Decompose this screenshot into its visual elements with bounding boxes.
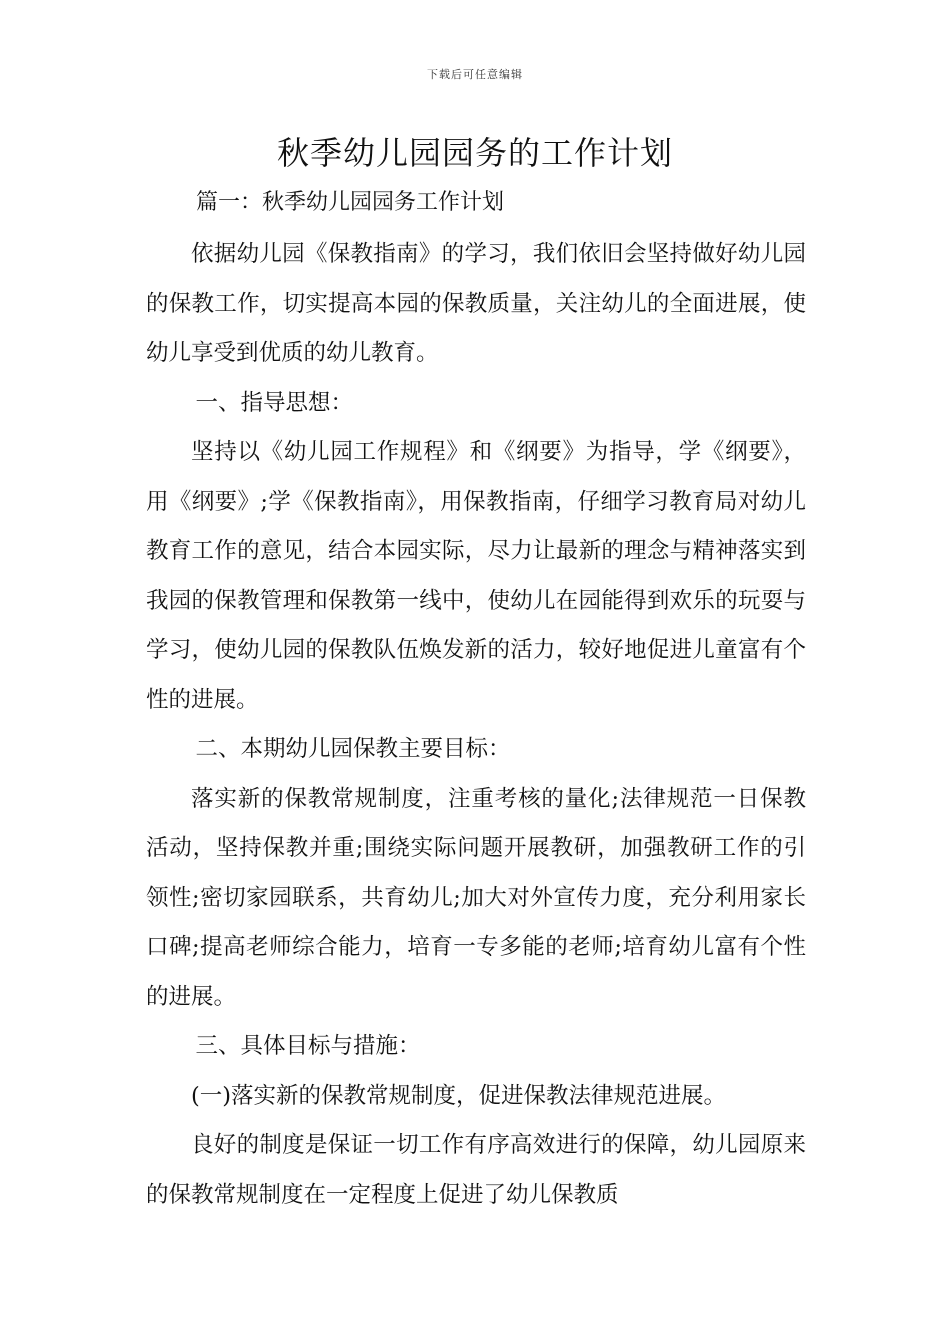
section-heading-specific-goals: 三、具体目标与措施： [195,1033,421,1059]
paragraph-routine-system: 良好的制度是保证一切工作有序高效进行的保障，幼儿园原来的保教常规制度在一定程度上促进了幼儿保教质 [146,1132,806,1208]
document-title: 秋季幼儿园园务的工作计划 [276,134,673,172]
section-heading-guiding-thought: 一、指导思想： [195,389,354,416]
header-note: 下载后可任意编辑 [427,68,523,81]
subsection-heading-routine-system: (一)落实新的保教常规制度，促进保教法律规范进展。 [191,1082,727,1109]
section-heading-main-goals: 二、本期幼儿园保教主要目标： [195,736,511,762]
paragraph-intro: 依据幼儿园《保教指南》的学习，我们依旧会坚持做好幼儿园的保教工作，切实提高本园的保教质量，关注幼儿的全面进展，使幼儿享受到优质的幼儿教育。 [146,241,806,366]
document-body [146,230,806,1220]
paragraph-guiding-thought: 坚持以《幼儿园工作规程》和《纲要》为指导，学《纲要》，用《纲要》;学《保教指南》，用保教指南，仔细学习教育局对幼儿教育工作的意见，结合本园实际，尽力让最新的理念与精神落实到我园的保教管理和保教第一线中，使幼儿在园能得到欢乐的玩耍与学习，使幼儿园的保教队伍焕发新的活力，较好地促进儿童富有个性的进展。 [146,439,806,713]
paragraph-main-goals: 落实新的保教常规制度，注重考核的量化;法律规范一日保教活动，坚持保教并重;围绕实际问题开展教研，加强教研工作的引领性;密切家园联系，共育幼儿;加大对外宣传力度，充分利用家长口碑;提高老师综合能力，培育一专多能的老师;培育幼儿富有个性的进展。 [146,785,806,1010]
document-subtitle: 篇一：秋季幼儿园园务工作计划 [196,190,505,215]
